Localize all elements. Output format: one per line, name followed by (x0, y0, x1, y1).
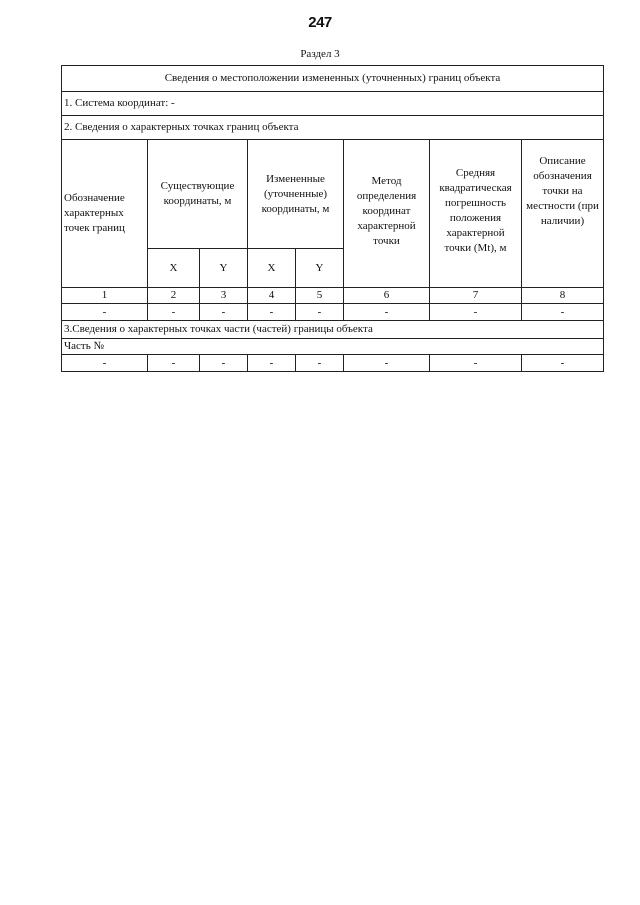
header-existing-x: X (148, 249, 200, 288)
table-cell: - (296, 355, 344, 372)
header-description: Описание обозначения точки на местности (при наличии) (522, 140, 604, 288)
column-number: 5 (296, 288, 344, 304)
header-designation: Обозначение характерных точек границ (62, 140, 148, 288)
column-number: 8 (522, 288, 604, 304)
header-changed: Измененные (уточненные) координаты, м (248, 140, 344, 249)
header-error: Средняя квадратическая погрешность положения характерной точки (Mt), м (430, 140, 522, 288)
parts-heading-row (62, 321, 604, 339)
table-row (62, 304, 604, 321)
page-number: 247 (308, 14, 332, 31)
table-title-row (62, 66, 604, 92)
table-title: Сведения о местоположении измененных (уточненных) границ объекта (62, 66, 604, 92)
boundary-points-table (61, 65, 604, 372)
header-existing: Существующие координаты, м (148, 140, 248, 249)
points-heading: 2. Сведения о характерных точках границ объекта (62, 116, 604, 140)
parts-heading: 3.Сведения о характерных точках части (частей) границы объекта (62, 321, 604, 339)
part-label-row (62, 339, 604, 355)
header-method: Метод определения координат характерной точки (344, 140, 430, 288)
table-cell: - (62, 355, 148, 372)
table-cell: - (344, 355, 430, 372)
table-cell: - (148, 355, 200, 372)
table-cell: - (344, 304, 430, 321)
table-cell: - (248, 304, 296, 321)
table-row (62, 355, 604, 372)
column-number-row (62, 288, 604, 304)
table-cell: - (430, 355, 522, 372)
table-cell: - (148, 304, 200, 321)
header-row (62, 140, 604, 249)
table-cell: - (430, 304, 522, 321)
table-cell: - (296, 304, 344, 321)
table-cell: - (522, 355, 604, 372)
coord-system-row (62, 92, 604, 116)
table-cell: - (522, 304, 604, 321)
column-number: 1 (62, 288, 148, 304)
table-cell: - (248, 355, 296, 372)
part-label: Часть № (62, 339, 604, 355)
points-heading-row (62, 116, 604, 140)
table-cell: - (200, 304, 248, 321)
column-number: 4 (248, 288, 296, 304)
section-label: Раздел 3 (300, 48, 340, 60)
coord-system: 1. Система координат: - (62, 92, 604, 116)
column-number: 6 (344, 288, 430, 304)
table-cell: - (200, 355, 248, 372)
header-changed-y: Y (296, 249, 344, 288)
header-changed-x: X (248, 249, 296, 288)
column-number: 3 (200, 288, 248, 304)
column-number: 2 (148, 288, 200, 304)
table-cell: - (62, 304, 148, 321)
header-existing-y: Y (200, 249, 248, 288)
column-number: 7 (430, 288, 522, 304)
